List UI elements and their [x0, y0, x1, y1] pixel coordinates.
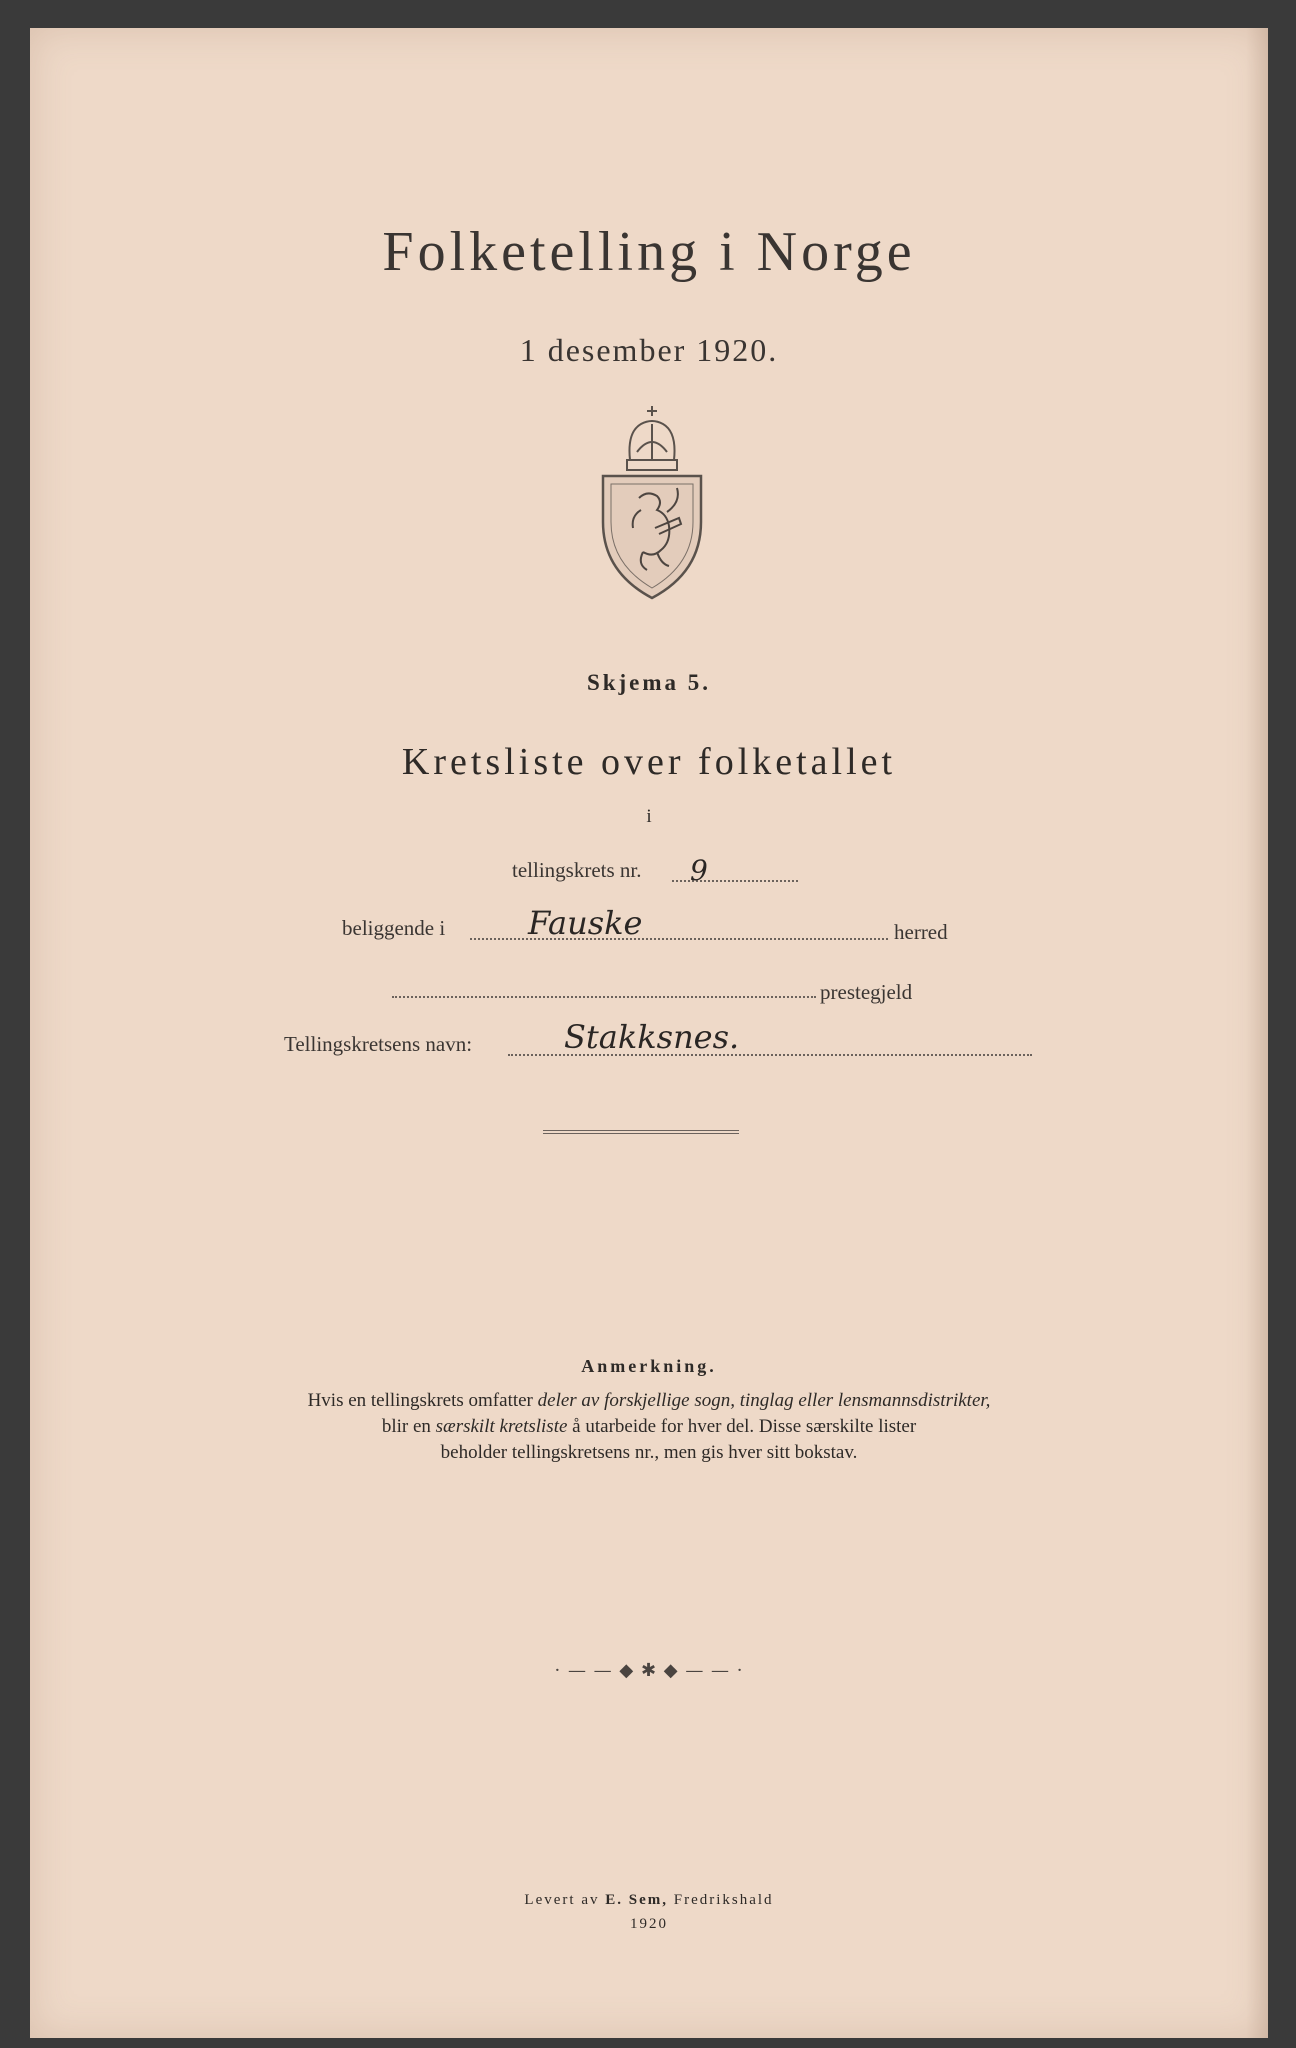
- herred-label: herred: [894, 920, 948, 944]
- norwegian-coat-of-arms-icon: [597, 402, 707, 602]
- note-emphasis: deler av forskjellige sogn, tinglag eller lensmannsdistrikter,: [537, 1390, 991, 1411]
- prestegjeld-line: [392, 996, 816, 998]
- note-line-2: [30, 1414, 1268, 1440]
- printer-name: E. Sem,: [605, 1892, 668, 1908]
- census-date: 1 desember 1920.: [519, 332, 779, 368]
- note-emphasis: særskilt kretsliste: [435, 1416, 568, 1437]
- form-heading: Kretsliste over folketallet: [401, 741, 897, 783]
- print-year: 1920: [630, 1916, 668, 1932]
- section-divider: [543, 1130, 739, 1134]
- census-form-page: [30, 28, 1268, 2038]
- navn-label: Tellingskretsens navn:: [284, 1032, 473, 1056]
- note-text: Hvis en tellingskrets omfatter: [307, 1390, 538, 1411]
- ornament-divider-icon: · — — ◆ ✱ ◆ — — ·: [554, 1660, 744, 1681]
- printer-city: Fredrikshald: [667, 1892, 774, 1908]
- note-heading: Anmerkning.: [581, 1356, 717, 1376]
- navn-value: Stakksnes.: [564, 1018, 740, 1056]
- printer-credit: [30, 1892, 1268, 1909]
- beliggende-value: Fauske: [528, 904, 643, 942]
- note-text: blir en: [381, 1416, 436, 1437]
- note-line-3: beholder tellingskretsens nr., men gis hver sitt bokstav.: [440, 1442, 858, 1463]
- schema-number: Skjema 5.: [586, 670, 712, 695]
- beliggende-label: beliggende i: [342, 916, 446, 940]
- tellingskrets-label: tellingskrets nr.: [512, 858, 642, 882]
- printer-prefix: Levert av: [524, 1892, 606, 1908]
- note-text: å utarbeide for hver del. Disse særskilte lister: [567, 1416, 917, 1437]
- connector-word: i: [646, 806, 652, 827]
- tellingskrets-value: 9: [690, 854, 708, 887]
- note-line-1: [30, 1388, 1268, 1414]
- prestegjeld-label: prestegjeld: [820, 980, 913, 1004]
- page-title: Folketelling i Norge: [382, 221, 916, 283]
